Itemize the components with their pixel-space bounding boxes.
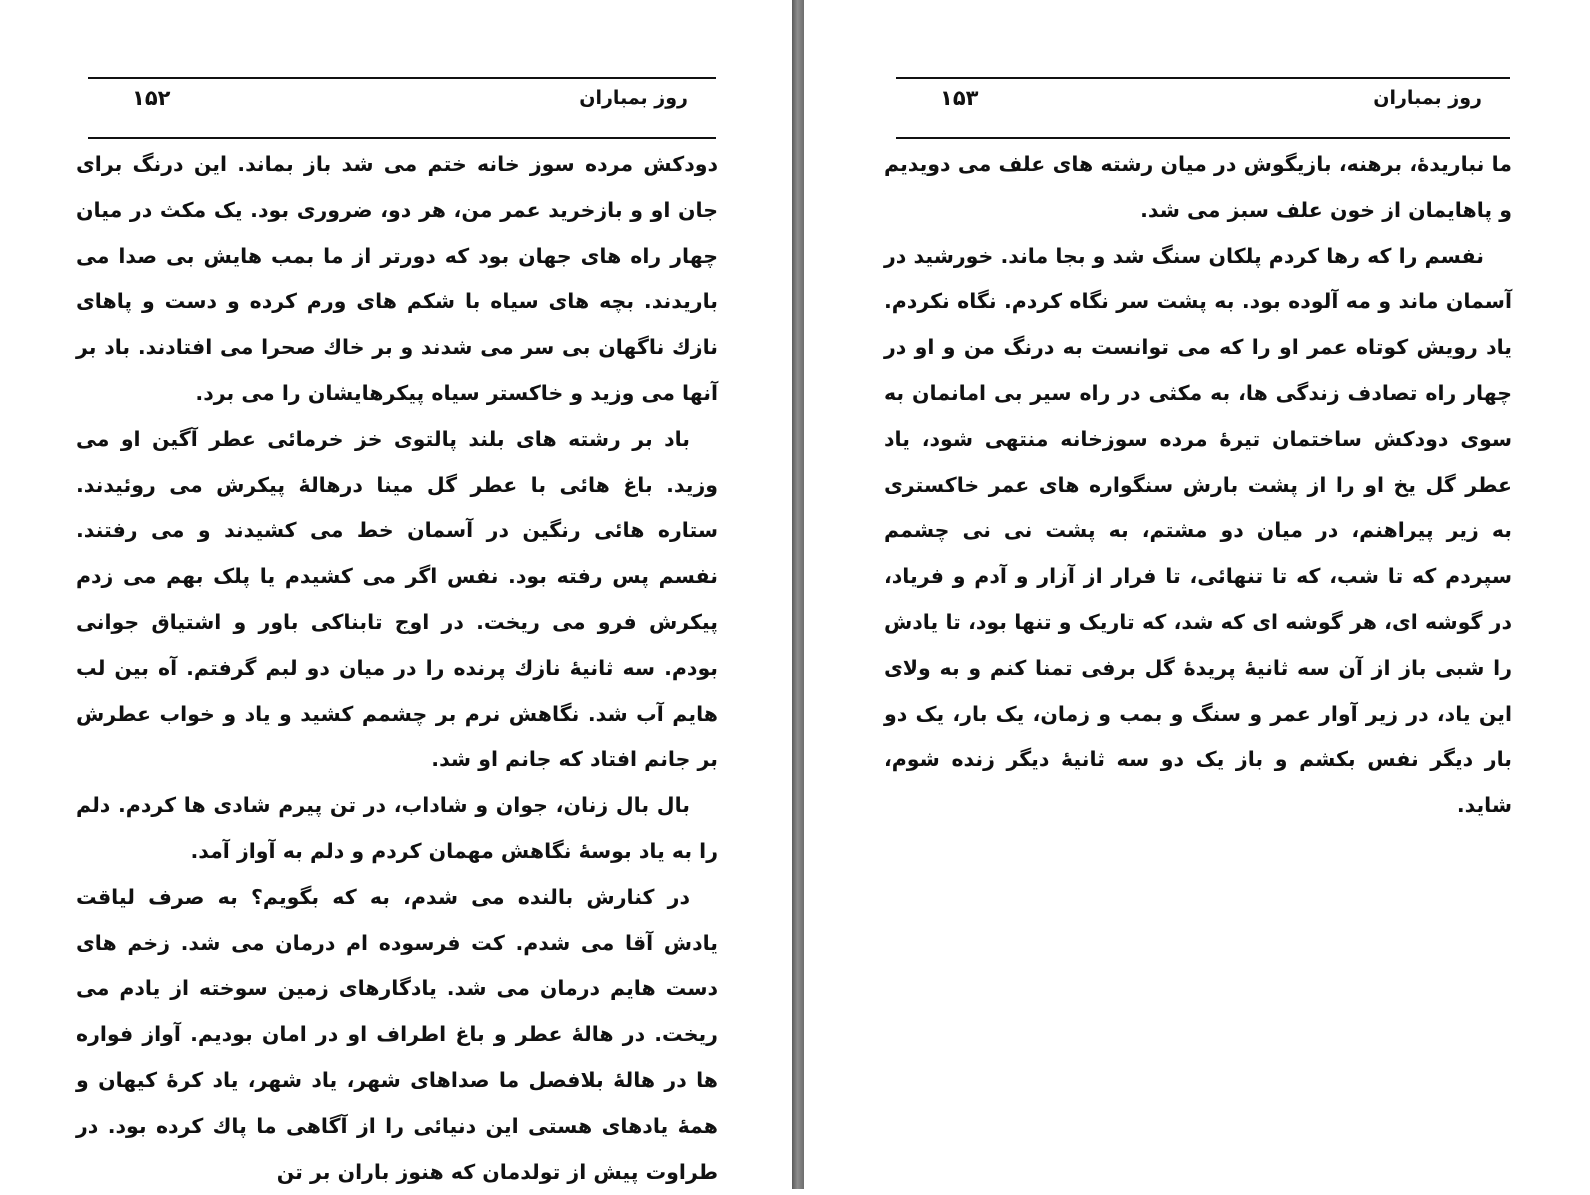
right-page-header [896,77,1510,139]
left-paragraph-4: در کنارش بالنده می شدم، به که بگویم؟ به صرف لیاقت یادش آقا می شدم. کت فرسوده ام درمان می شد. زخم های دست هایم درمان می شد. یادگارهای زمین سوخته از یادم می ریخت. در هالهٔ عطر و باغ اطراف او در امان بودیم. آواز فواره ها در هالهٔ بلافصل ما صداهای شهر، یاد شهر، یاد کرهٔ کیهان و همهٔ یادهای هستی این دنیائی را از آگاهی ما پاك کرده بود. در طراوت پیش از تولدمان که هنوز باران بر تن [76,884,718,1184]
right-paragraph-1: ما نباریدهٔ، برهنه، بازیگوش در میان رشته های علف می دویدیم و پاهایمان از خون علف سبز می شد. [884,152,1512,222]
right-paragraph-2: نفسم را که رها کردم پلکان سنگ شد و بجا ماند. خورشید در آسمان ماند و مه آلوده بود. به پشت سر نگاه کردم. نگاه نکردم. یاد رویش کوتاه عمر او را که می توانست به درنگ من و او در چهار راه تصادف زندگی ها، به مکثی در راه سیر بی امانمان به سوی دودکش ساختمان تیرهٔ مرده سوزخانه منتهی شود، یاد عطر گل یخ او را از پشت بارش سنگواره های عمر خاکستری به زیر پیراهنم، در میان دو مشتم، به پشت نی نی چشمم سپردم که تا شب، که تا تنهائی، تا فرار از آزار و آدم و فریاد، در گوشه ای، هر گوشه ای که شد، که تاریک و تنها بود، تا یادش را شبی باز از آن سه ثانیهٔ پریدهٔ گل برفی تمنا کنم و به ولای این یاد، در زیر آوار عمر و سنگ و بمب و زمان، یک بار، یک دو بار دیگر نفس بکشم و باز یک دو سه ثانیهٔ دیگر زنده شوم، شاید. [884,243,1512,818]
right-page [804,0,1590,1189]
left-body-text [76,142,718,1195]
right-body-text [884,142,1512,829]
right-page-number: ۱۵۳ [940,86,979,110]
right-running-title: روز بمباران [1373,87,1482,109]
left-running-title: روز بمباران [579,87,688,109]
left-page-header [88,77,716,139]
left-page [0,0,792,1189]
left-paragraph-1: دودکش مرده سوز خانه ختم می شد باز بماند. این درنگ برای جان او و بازخرید عمر من، هر دو، ضروری بود. یک مکث در میان چهار راه های جهان بود که دورتر از ما بمب هایش بی صدا می باریدند. بچه های سیاه با شکم های ورم کرده و دست و پاهای نازك ناگهان بی سر می شدند و بر خاك صحرا می افتادند. باد بر آنها می وزید و خاکستر سیاه پیکرهایشان را می برد. [76,152,718,405]
left-paragraph-2: باد بر رشته های بلند پالتوی خز خرمائی عطر آگین او می وزید. باغ هائی با عطر گل مینا درهالهٔ پیکرش می روئیدند. ستاره هائی رنگین در آسمان خط می کشیدند و می رفتند. نفسم پس رفته بود. نفس اگر می کشیدم یا پلک بهم می زدم پیکرش فرو می ریخت. در اوج تابناکی باور و اشتیاق جوانی بودم. سه ثانیهٔ نازك پرنده را در میان دو لبم گرفتم. آه بین لب هایم آب شد. نگاهش نرم بر چشمم کشید و یاد و خواب عطرش بر جانم افتاد که جانم او شد. [76,426,718,772]
book-gutter [792,0,804,1189]
left-page-number: ۱۵۲ [132,86,171,110]
left-paragraph-3: بال بال زنان، جوان و شاداب، در تن پیرم شادی ها کردم. دلم را به یاد بوسهٔ نگاهش مهمان کردم و دلم به آواز آمد. [76,793,718,863]
